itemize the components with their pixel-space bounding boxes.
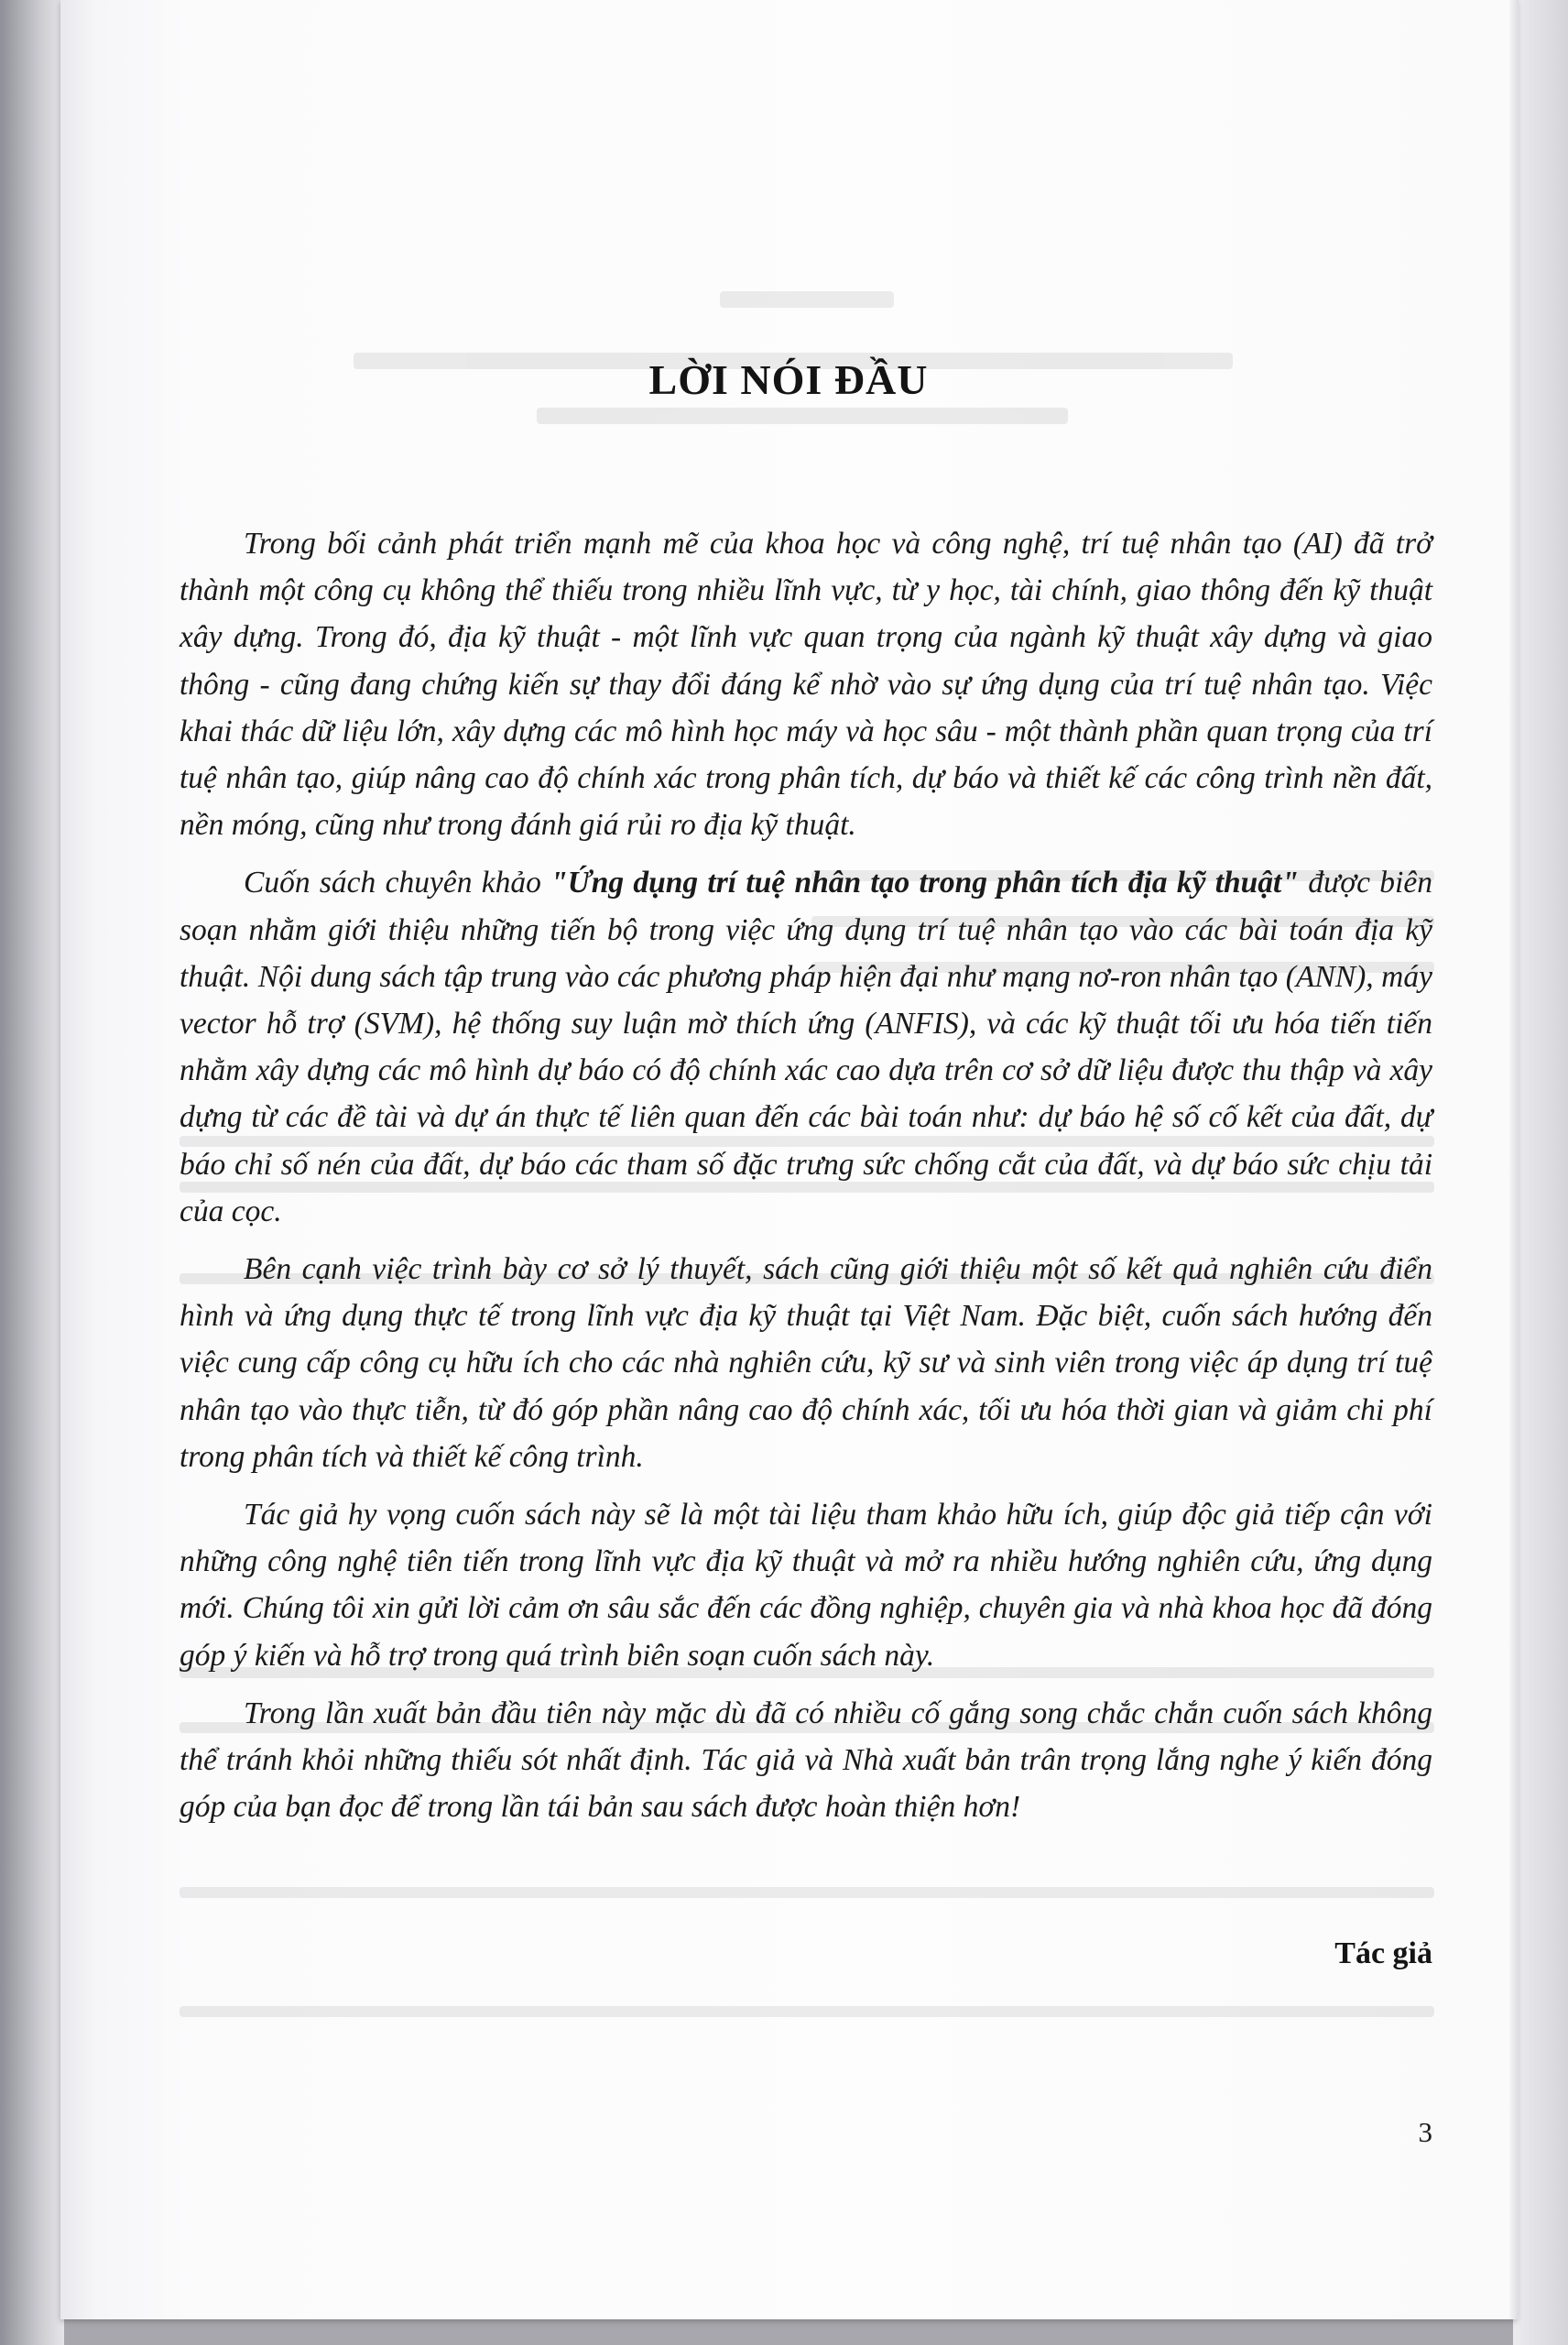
page-edge	[1509, 0, 1519, 2319]
paragraph-3	[180, 1246, 1432, 1480]
paragraph-1-text: Trong bối cảnh phát triển mạnh mẽ của khoa học và công nghệ, trí tuệ nhân tạo (AI) đã trở thành một công cụ không thể thiếu trong nhiều lĩnh vực, từ y học, tài chính, giao thông đến kỹ thuật xây dựng. Trong đó, địa kỹ thuật - một lĩnh vực quan trọng của ngành kỹ thuật xây dựng và giao thông - cũng đang chứng kiến sự thay đổi đáng kể nhờ vào sự ứng dụng của trí tuệ nhân tạo. Việc khai thác dữ liệu lớn, xây dựng các mô hình học máy và học sâu - một thành phần quan trọng của trí tuệ nhân tạo, giúp nâng cao độ chính xác trong phân tích, dự báo và thiết kế các công trình nền đất, nền móng, cũng như trong đánh giá rủi ro địa kỹ thuật.	[180, 527, 1432, 843]
paragraph-5	[180, 1690, 1432, 1831]
paragraph-2-text-start: Cuốn sách chuyên khảo	[244, 866, 551, 900]
backdrop-left	[0, 0, 64, 2345]
preface-body	[180, 520, 1432, 1841]
author-signature: Tác giả	[1334, 1936, 1432, 1970]
paragraph-4	[180, 1491, 1432, 1679]
paragraph-1	[180, 520, 1432, 848]
page-title: LỜI NÓI ĐẦU	[648, 356, 929, 403]
page-number: 3	[1418, 2116, 1432, 2148]
paragraph-2	[180, 859, 1432, 1235]
paragraph-3-text: Bên cạnh việc trình bày cơ sở lý thuyết, sách cũng giới thiệu một số kết quả nghiên cứu điển hình và ứng dụng thực tế trong lĩnh vực địa kỹ thuật tại Việt Nam. Đặc biệt, cuốn sách hướng đến việc cung cấp công cụ hữu ích cho các nhà nghiên cứu, kỹ sư và sinh viên trong việc áp dụng trí tuệ nhân tạo vào thực tiễn, từ đó góp phần nâng cao độ chính xác, tối ưu hóa thời gian và giảm chi phí trong phân tích và thiết kế công trình.	[180, 1252, 1432, 1474]
book-title-bold: "Ứng dụng trí tuệ nhân tạo trong phân tích địa kỹ thuật"	[550, 866, 1299, 900]
book-page	[60, 0, 1517, 2319]
backdrop-right	[1513, 0, 1568, 2345]
paragraph-5-text: Trong lần xuất bản đầu tiên này mặc dù đã có nhiều cố gắng song chắc chắn cuốn sách không thể tránh khỏi những thiếu sót nhất định. Tác giả và Nhà xuất bản trân trọng lắng nghe ý kiến đóng góp của bạn đọc để trong lần tái bản sau sách được hoàn thiện hơn!	[180, 1696, 1432, 1825]
paragraph-4-text: Tác giả hy vọng cuốn sách này sẽ là một tài liệu tham khảo hữu ích, giúp độc giả tiếp cận với những công nghệ tiên tiến trong lĩnh vực địa kỹ thuật và mở ra nhiều hướng nghiên cứu, ứng dụng mới. Chúng tôi xin gửi lời cảm ơn sâu sắc đến các đồng nghiệp, chuyên gia và nhà khoa học đã đóng góp ý kiến và hỗ trợ trong quá trình biên soạn cuốn sách này.	[180, 1498, 1432, 1673]
paragraph-2-text-end: được biên soạn nhằm giới thiệu những tiến bộ trong việc ứng dụng trí tuệ nhân tạo vào các bài toán địa kỹ thuật. Nội dung sách tập trung vào các phương pháp hiện đại như mạng nơ-ron nhân tạo (ANN), máy vector hỗ trợ (SVM), hệ thống suy luận mờ thích ứng (ANFIS), và các kỹ thuật tối ưu hóa tiến tiến nhằm xây dựng các mô hình dự báo có độ chính xác cao dựa trên cơ sở dữ liệu được thu thập và xây dựng từ các đề tài và dự án thực tế liên quan đến các bài toán như: dự báo hệ số cố kết của đất, dự báo chỉ số nén của đất, dự báo các tham số đặc trưng sức chống cắt của đất, và dự báo sức chịu tải của cọc.	[180, 866, 1432, 1228]
